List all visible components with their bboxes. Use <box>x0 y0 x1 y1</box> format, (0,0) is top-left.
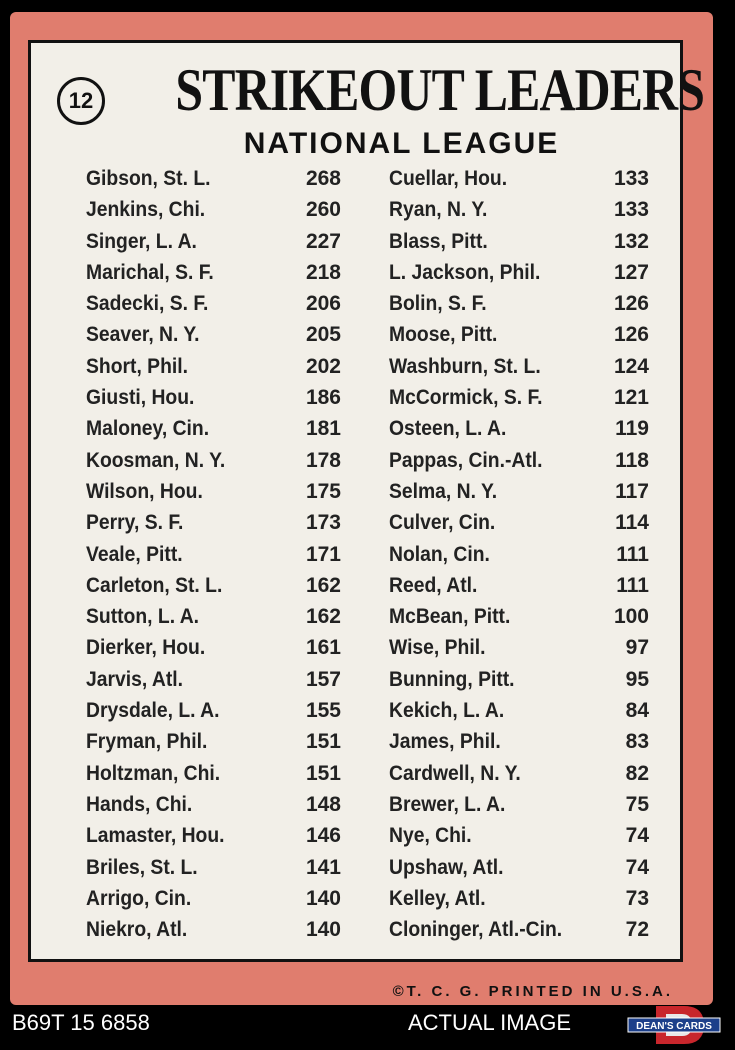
strikeout-count: 111 <box>616 542 649 566</box>
card-number-badge: 12 <box>57 77 105 125</box>
leader-row <box>389 726 649 757</box>
leader-row <box>86 852 341 883</box>
leader-row <box>86 726 341 757</box>
leader-row <box>86 507 341 538</box>
leader-name: Nolan, Cin. <box>389 542 490 566</box>
deans-cards-logo-icon <box>626 1004 722 1046</box>
leader-row <box>389 413 649 444</box>
strikeout-count: 126 <box>613 323 649 347</box>
strikeout-count: 141 <box>305 855 341 879</box>
strikeout-count: 72 <box>625 918 649 942</box>
leader-name: Giusti, Hou. <box>86 386 195 410</box>
card-subtitle: NATIONAL LEAGUE <box>243 127 560 160</box>
strikeout-count: 111 <box>616 573 649 597</box>
leader-name: Gibson, St. L. <box>86 167 211 190</box>
leader-name: Sutton, L. A. <box>86 605 200 629</box>
leader-name: Seaver, N. Y. <box>86 323 200 347</box>
leader-row <box>86 288 341 319</box>
leader-name: Moose, Pitt. <box>389 323 498 347</box>
strikeout-count: 162 <box>305 573 341 597</box>
strikeout-count: 119 <box>615 417 649 441</box>
leader-name: Short, Phil. <box>86 354 188 378</box>
strikeout-count: 151 <box>305 730 341 754</box>
strikeout-count: 95 <box>625 667 649 691</box>
strikeout-count: 132 <box>613 229 649 253</box>
leader-name: L. Jackson, Phil. <box>389 260 541 284</box>
leader-row <box>389 445 649 476</box>
leader-row <box>389 226 649 257</box>
strikeout-count: 175 <box>305 479 341 503</box>
leader-row <box>86 632 341 663</box>
leader-name: Fryman, Phil. <box>86 730 208 754</box>
strikeout-count: 73 <box>625 886 649 910</box>
strikeout-count: 133 <box>613 167 649 190</box>
leader-name: Arrigo, Cin. <box>86 886 192 910</box>
leader-row <box>389 194 649 225</box>
strikeout-count: 161 <box>305 636 341 660</box>
leader-row <box>86 570 341 601</box>
strikeout-count: 157 <box>305 667 341 691</box>
leader-name: Perry, S. F. <box>86 511 184 535</box>
strikeout-count: 83 <box>625 730 649 754</box>
strikeout-count: 82 <box>625 761 649 785</box>
leader-row <box>86 382 341 413</box>
leader-name: Carleton, St. L. <box>86 573 223 597</box>
strikeout-count: 173 <box>305 511 341 535</box>
strikeout-count: 205 <box>305 323 341 347</box>
leader-name: Cuellar, Hou. <box>389 167 508 190</box>
strikeout-count: 148 <box>305 792 341 816</box>
strikeout-count: 100 <box>613 605 649 629</box>
leader-row <box>389 507 649 538</box>
leader-row <box>86 789 341 820</box>
leader-row <box>86 445 341 476</box>
leader-row <box>389 539 649 570</box>
leader-name: Dierker, Hou. <box>86 636 206 660</box>
leader-name: Selma, N. Y. <box>389 479 498 503</box>
leader-row <box>86 820 341 851</box>
leader-name: Bolin, S. F. <box>389 292 487 316</box>
strikeout-count: 84 <box>625 699 649 723</box>
leader-row <box>86 539 341 570</box>
leader-name: Blass, Pitt. <box>389 229 488 253</box>
leaders-left-column <box>86 163 341 945</box>
leader-name: Briles, St. L. <box>86 855 198 879</box>
strikeout-count: 114 <box>615 511 649 535</box>
leader-name: Kekich, L. A. <box>389 699 505 723</box>
card-title: STRIKEOUT LEADERS <box>175 57 705 123</box>
card-code: B69T 15 6858 <box>12 1010 150 1035</box>
leader-row <box>86 226 341 257</box>
strikeout-count: 202 <box>305 354 341 378</box>
leader-row <box>389 883 649 914</box>
strikeout-count: 133 <box>613 198 649 222</box>
leader-row <box>389 601 649 632</box>
leader-name: Singer, L. A. <box>86 229 197 253</box>
leader-name: Upshaw, Atl. <box>389 855 504 879</box>
leader-name: James, Phil. <box>389 730 501 754</box>
leaders-right-column <box>389 163 649 945</box>
leader-row <box>86 664 341 695</box>
card-back <box>10 12 713 1005</box>
leader-row <box>389 852 649 883</box>
strikeout-count: 127 <box>613 260 649 284</box>
actual-image-label: ACTUAL IMAGE <box>408 1010 571 1035</box>
leader-name: Koosman, N. Y. <box>86 448 226 472</box>
card-panel <box>28 40 705 1000</box>
leader-name: Bunning, Pitt. <box>389 667 515 691</box>
leader-row <box>86 194 341 225</box>
leader-row <box>389 914 649 945</box>
leader-name: Reed, Atl. <box>389 573 478 597</box>
copyright-line: ©T. C. G. PRINTED IN U.S.A. <box>392 983 673 1000</box>
strikeout-count: 121 <box>613 386 649 410</box>
leader-row <box>389 163 649 194</box>
strikeout-count: 227 <box>305 229 341 253</box>
logo-text: DEAN'S CARDS <box>636 1021 712 1032</box>
leader-row <box>389 382 649 413</box>
leader-row <box>86 163 341 194</box>
leader-name: Sadecki, S. F. <box>86 292 209 316</box>
leader-name: Nye, Chi. <box>389 824 472 848</box>
leader-name: Hands, Chi. <box>86 792 193 816</box>
strikeout-count: 155 <box>305 699 341 723</box>
strikeout-count: 171 <box>305 542 341 566</box>
leader-row <box>86 413 341 444</box>
leader-name: Washburn, St. L. <box>389 354 541 378</box>
leader-row <box>389 257 649 288</box>
leader-row <box>86 758 341 789</box>
leader-row <box>86 883 341 914</box>
leader-name: Maloney, Cin. <box>86 417 210 441</box>
leader-name: Brewer, L. A. <box>389 792 506 816</box>
leader-name: Drysdale, L. A. <box>86 699 220 723</box>
strikeout-count: 74 <box>625 824 649 848</box>
leader-row <box>86 601 341 632</box>
leader-row <box>86 351 341 382</box>
leader-row <box>389 664 649 695</box>
leader-name: Lamaster, Hou. <box>86 824 225 848</box>
strikeout-count: 268 <box>305 167 341 190</box>
strikeout-count: 178 <box>305 448 341 472</box>
leader-name: Kelley, Atl. <box>389 886 486 910</box>
leader-row <box>86 914 341 945</box>
leader-name: Osteen, L. A. <box>389 417 507 441</box>
leader-name: Marichal, S. F. <box>86 260 214 284</box>
leader-name: Wise, Phil. <box>389 636 486 660</box>
leader-name: Culver, Cin. <box>389 511 496 535</box>
strikeout-count: 74 <box>625 855 649 879</box>
leader-row <box>389 476 649 507</box>
leader-row <box>389 820 649 851</box>
leader-row <box>86 319 341 350</box>
strikeout-count: 140 <box>305 886 341 910</box>
strikeout-count: 75 <box>625 792 649 816</box>
leader-name: McBean, Pitt. <box>389 605 511 629</box>
leader-name: Veale, Pitt. <box>86 542 183 566</box>
strikeout-count: 260 <box>305 198 341 222</box>
leader-name: Wilson, Hou. <box>86 479 203 503</box>
leader-row <box>389 570 649 601</box>
leader-row <box>86 695 341 726</box>
leader-row <box>86 257 341 288</box>
strikeout-count: 97 <box>625 636 649 660</box>
leader-row <box>389 319 649 350</box>
strikeout-count: 146 <box>305 824 341 848</box>
leader-name: Cardwell, N. Y. <box>389 761 521 785</box>
strikeout-count: 206 <box>305 292 341 316</box>
strikeout-count: 218 <box>305 260 341 284</box>
leader-name: Holtzman, Chi. <box>86 761 221 785</box>
leader-row <box>389 351 649 382</box>
leader-row <box>86 476 341 507</box>
strikeout-count: 118 <box>615 448 649 472</box>
leader-name: Niekro, Atl. <box>86 918 188 942</box>
leader-row <box>389 695 649 726</box>
leader-row <box>389 758 649 789</box>
leader-name: Pappas, Cin.-Atl. <box>389 448 543 472</box>
strikeout-count: 151 <box>305 761 341 785</box>
strikeout-count: 162 <box>305 605 341 629</box>
leader-row <box>389 632 649 663</box>
strikeout-count: 117 <box>615 479 649 503</box>
strikeout-count: 126 <box>613 292 649 316</box>
leader-name: Cloninger, Atl.-Cin. <box>389 918 563 942</box>
leader-name: McCormick, S. F. <box>389 386 543 410</box>
strikeout-count: 186 <box>305 386 341 410</box>
leader-name: Ryan, N. Y. <box>389 198 488 222</box>
strikeout-count: 140 <box>305 918 341 942</box>
strikeout-count: 181 <box>305 417 341 441</box>
leader-name: Jenkins, Chi. <box>86 198 206 222</box>
leader-name: Jarvis, Atl. <box>86 667 184 691</box>
strikeout-count: 124 <box>613 354 649 378</box>
leader-row <box>389 288 649 319</box>
leader-row <box>389 789 649 820</box>
